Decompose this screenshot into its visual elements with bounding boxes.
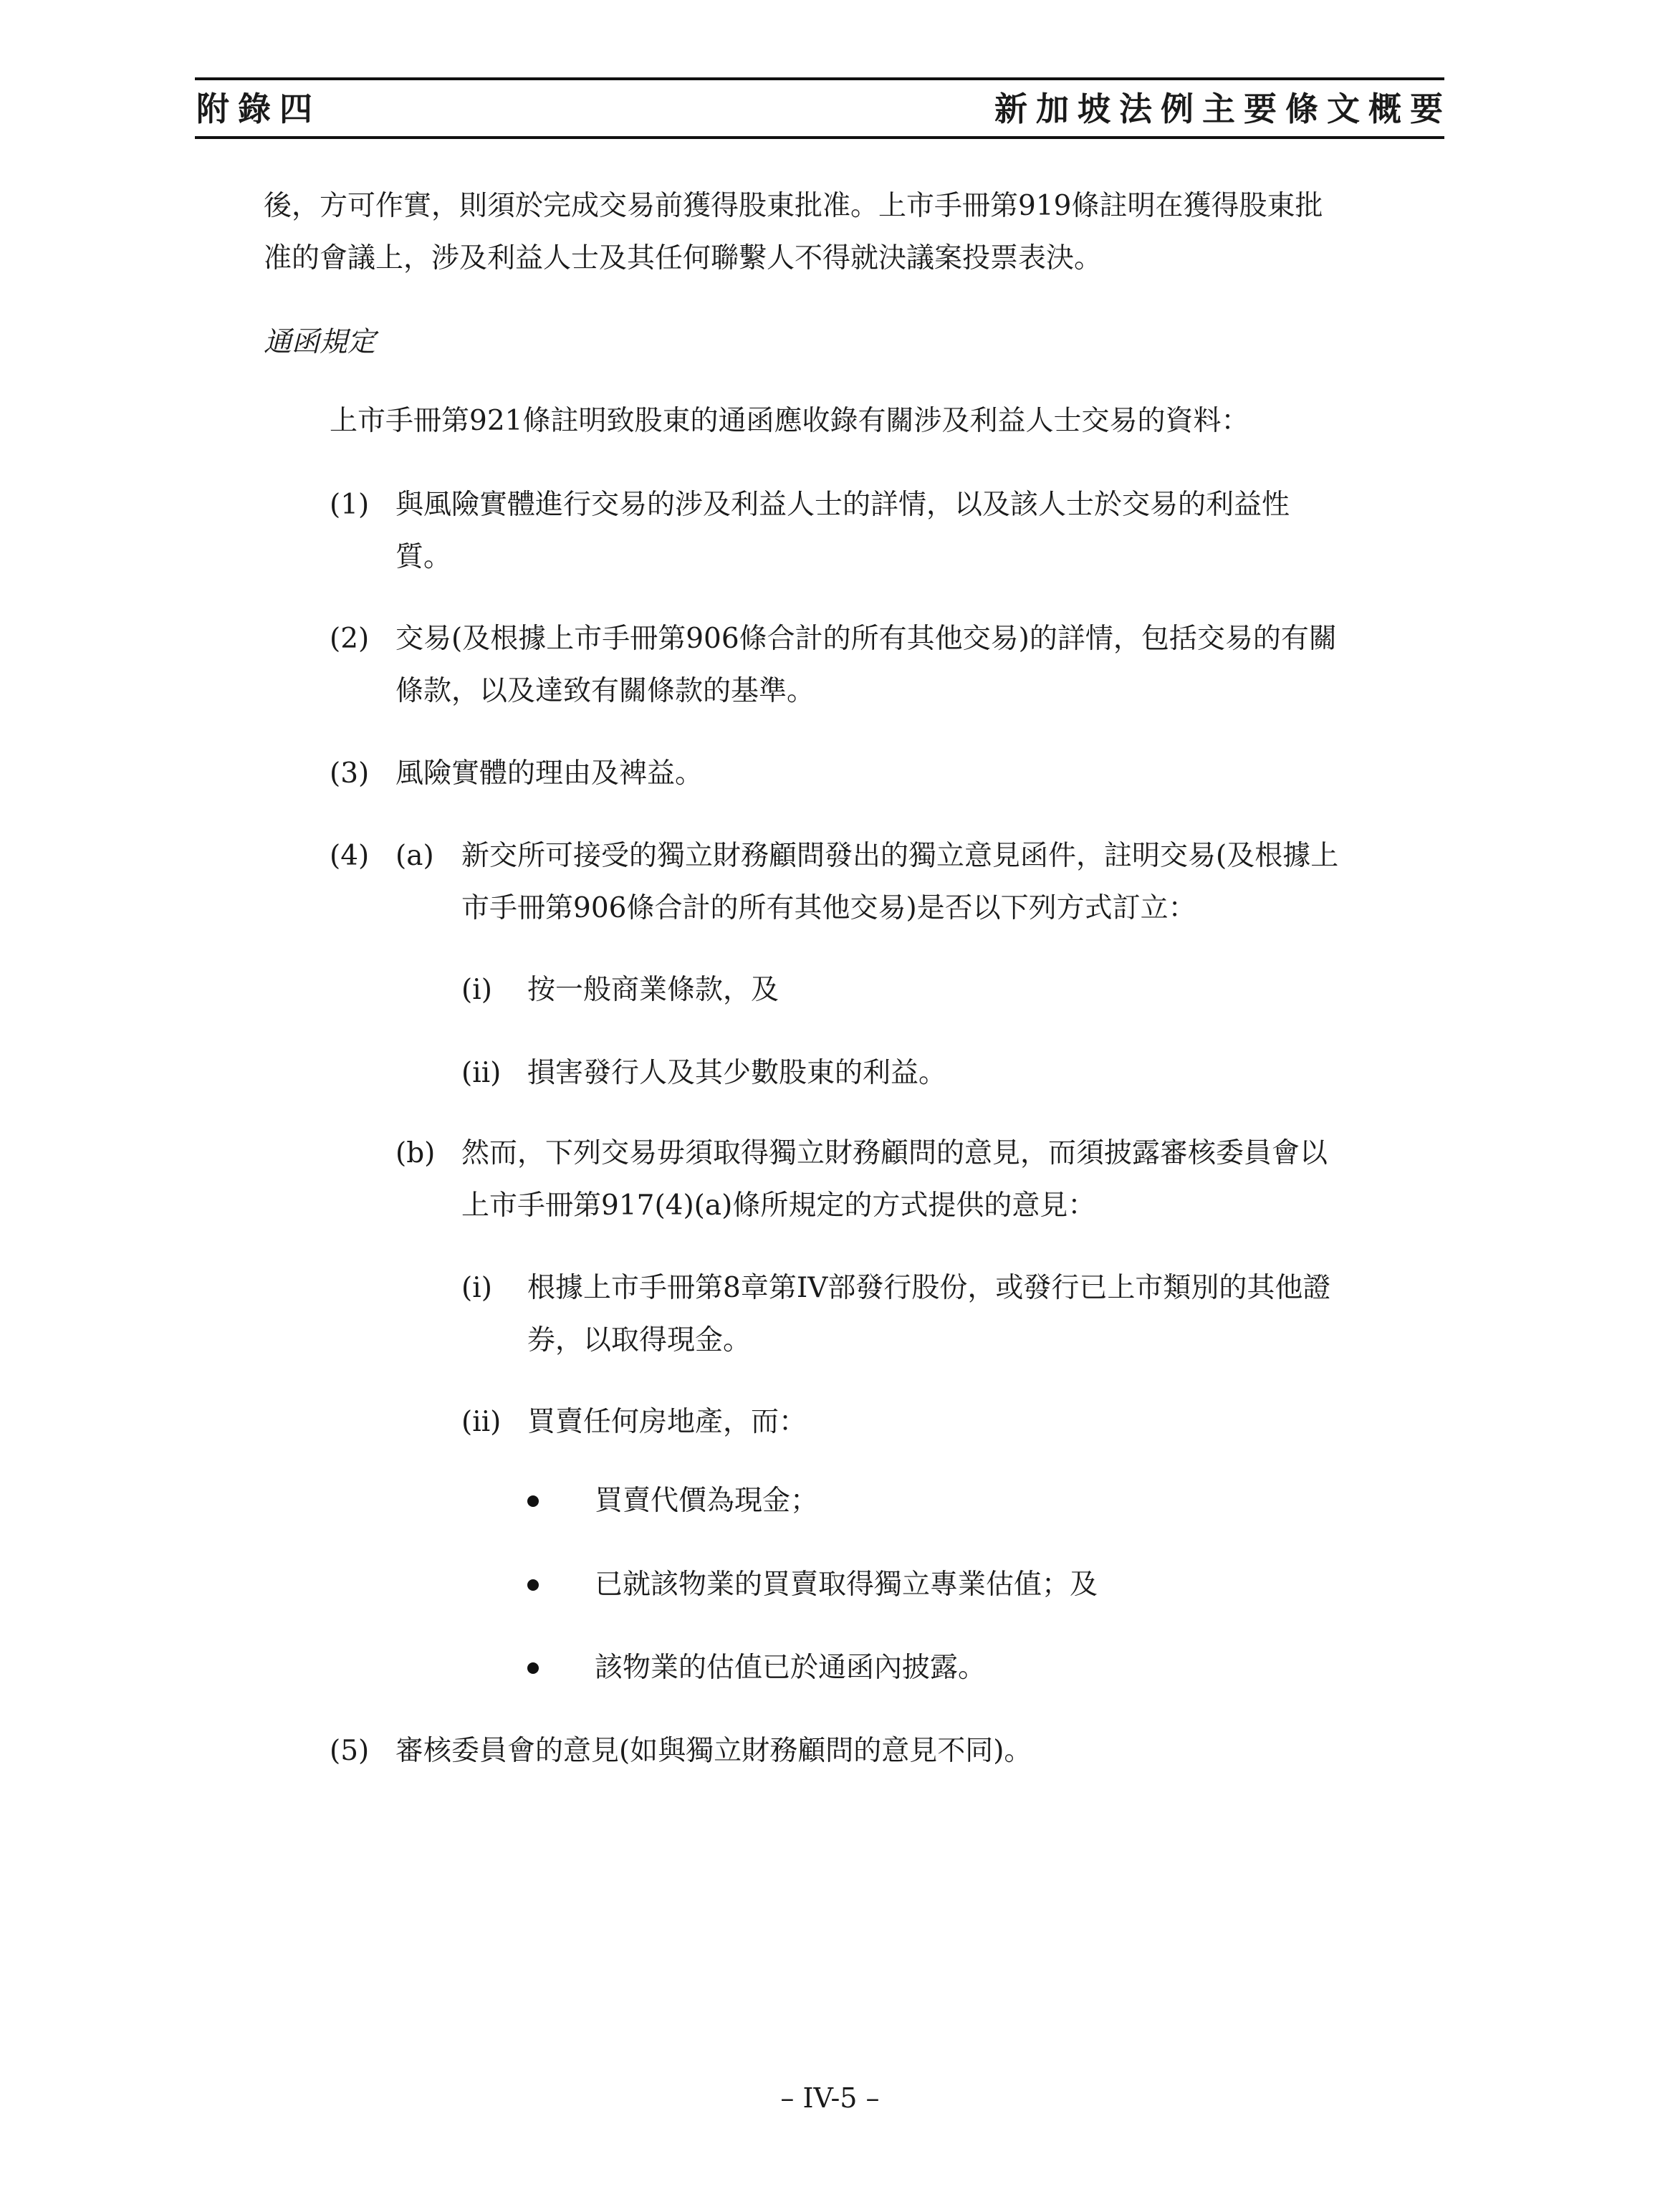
item-5-text: 審核委員會的意見(如與獨立財務顧問的意見不同)。 [395, 1735, 1032, 1767]
item-2-label: (2) [330, 623, 370, 655]
intro-line-1: 後，方可作實，則須於完成交易前獲得股東批准。上市手冊第919條註明在獲得股東批 [264, 190, 1323, 222]
item-1-label: (1) [330, 489, 370, 521]
item-4a-line-2: 市手冊第906條合計的所有其他交易)是否以下列方式訂立： [461, 892, 1196, 924]
header-title: 新加坡法例主要條文概要 [994, 90, 1452, 128]
appendix-label: 附錄四 [196, 90, 321, 128]
item-2-line-1: 交易(及根據上市手冊第906條合計的所有其他交易)的詳情，包括交易的有關 [395, 623, 1337, 655]
item-4b-i-line-1: 根據上市手冊第8章第IV部發行股份，或發行已上市類別的其他證 [527, 1272, 1331, 1304]
item-1-line-2: 質。 [395, 541, 452, 573]
page-header [195, 77, 1452, 139]
item-4a-i-label: (i) [461, 974, 492, 1006]
item-1-line-1: 與風險實體進行交易的涉及利益人士的詳情，以及該人士於交易的利益性 [395, 489, 1290, 521]
item-4a-i-text: 按一般商業條款，及 [527, 974, 779, 1006]
item-4b-ii-label: (ii) [461, 1406, 502, 1438]
item-4b-ii-text: 買賣任何房地產，而： [527, 1406, 807, 1438]
item-4b-line-1: 然而，下列交易毋須取得獨立財務顧問的意見，而須披露審核委員會以 [461, 1137, 1328, 1169]
item-4b-i-line-2: 券，以取得現金。 [527, 1324, 752, 1356]
item-3-label: (3) [330, 757, 370, 790]
page-number: – IV-5 – [780, 2082, 880, 2114]
bullet-dot [527, 1495, 539, 1507]
item-3-text: 風險實體的理由及裨益。 [395, 757, 704, 790]
section-title: 通函規定 [264, 326, 376, 358]
item-4b-line-2: 上市手冊第917(4)(a)條所規定的方式提供的意見： [461, 1189, 1096, 1222]
lead-paragraph: 上市手冊第921條註明致股東的通函應收錄有關涉及利益人士交易的資料： [330, 405, 1249, 437]
bullet-dot [527, 1579, 539, 1591]
item-5-label: (5) [330, 1735, 370, 1767]
item-2-line-2: 條款，以及達致有關條款的基準。 [395, 675, 815, 707]
bullet-dot [527, 1662, 539, 1674]
header-top-rule [195, 77, 1444, 80]
item-4b-i-label: (i) [461, 1272, 492, 1304]
item-4-label: (4) [330, 840, 370, 872]
header-bottom-rule [195, 136, 1444, 139]
bullet-item-2: 已就該物業的買賣取得獨立專業估值；及 [595, 1569, 1098, 1601]
item-4a-ii-label: (ii) [461, 1057, 502, 1089]
item-4a-label: (a) [395, 840, 434, 872]
item-4a-line-1: 新交所可接受的獨立財務顧問發出的獨立意見函件，註明交易(及根據上 [461, 840, 1339, 872]
bullet-item-1: 買賣代價為現金； [595, 1485, 819, 1517]
item-4a-ii-text: 損害發行人及其少數股東的利益。 [527, 1057, 947, 1089]
item-4b-label: (b) [395, 1137, 436, 1169]
intro-line-2: 准的會議上，涉及利益人士及其任何聯繫人不得就決議案投票表決。 [264, 242, 1103, 274]
bullet-item-3: 該物業的估值已於通函內披露。 [595, 1652, 987, 1684]
